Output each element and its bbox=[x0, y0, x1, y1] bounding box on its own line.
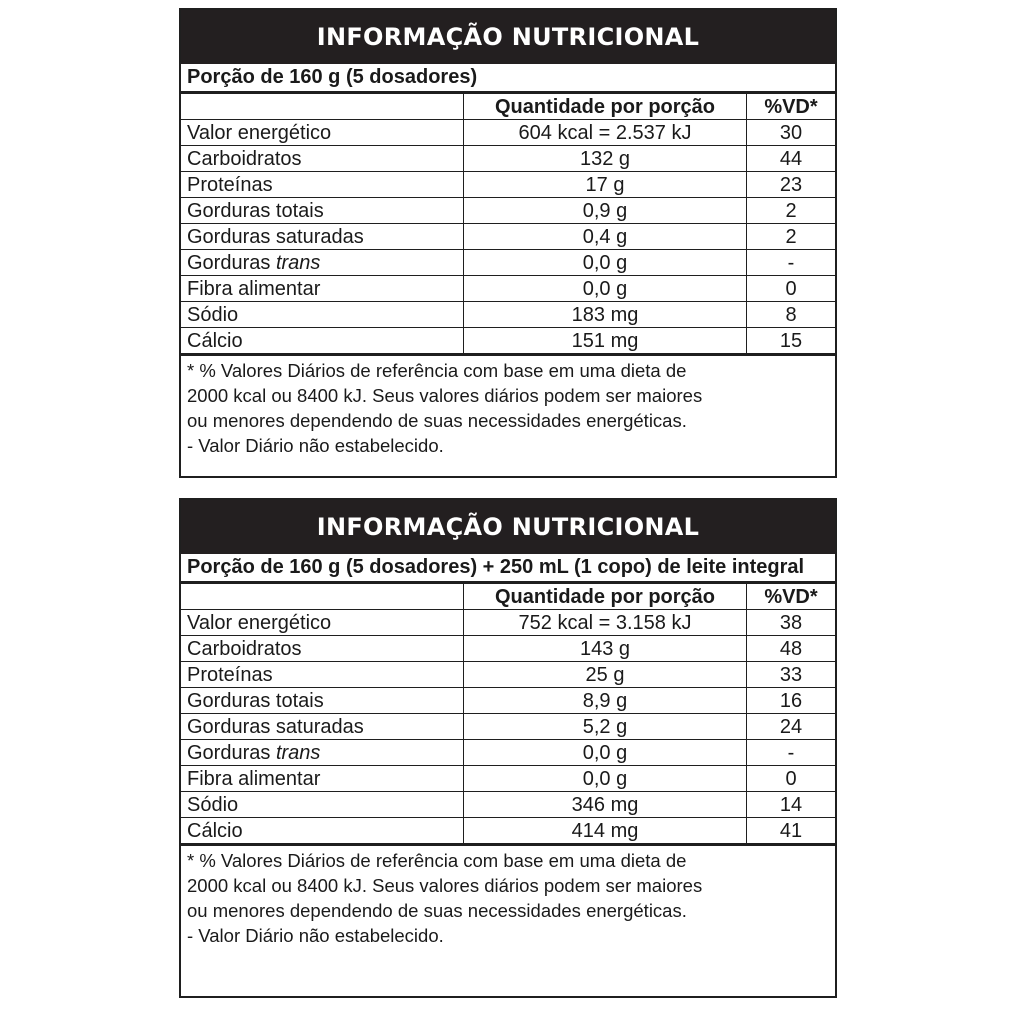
nutrient-vd: - bbox=[747, 740, 836, 766]
nutrient-name: Sódio bbox=[181, 792, 464, 818]
nutrient-qty: 346 mg bbox=[464, 792, 747, 818]
nutrient-vd: 33 bbox=[747, 662, 836, 688]
nutrient-vd: 38 bbox=[747, 610, 836, 636]
nutrient-vd: 30 bbox=[747, 120, 836, 146]
nutrient-name-prefix: Gorduras bbox=[187, 251, 276, 274]
table-row bbox=[181, 250, 835, 276]
header-row bbox=[181, 94, 835, 120]
nutrient-vd: 23 bbox=[747, 172, 836, 198]
nutrient-name: Cálcio bbox=[181, 818, 464, 844]
table-title: INFORMAÇÃO NUTRICIONAL bbox=[181, 500, 835, 554]
nutrient-name bbox=[181, 250, 464, 276]
nutrient-vd: 0 bbox=[747, 766, 836, 792]
nutrient-qty: 0,0 g bbox=[464, 740, 747, 766]
nutrient-qty: 604 kcal = 2.537 kJ bbox=[464, 120, 747, 146]
nutrient-name: Cálcio bbox=[181, 328, 464, 354]
footnote bbox=[181, 844, 835, 948]
nutrient-name-italic: trans bbox=[275, 741, 321, 764]
table-row bbox=[181, 146, 835, 172]
nutrient-qty: 0,9 g bbox=[464, 198, 747, 224]
footnote-line: ou menores dependendo de suas necessidades energéticas. bbox=[187, 410, 687, 431]
header-row bbox=[181, 584, 835, 610]
table-row bbox=[181, 172, 835, 198]
nutrient-vd: - bbox=[747, 250, 836, 276]
nutrient-name: Valor energético bbox=[181, 610, 464, 636]
nutrient-name: Carboidratos bbox=[181, 636, 464, 662]
table-row bbox=[181, 818, 835, 844]
nutrient-vd: 0 bbox=[747, 276, 836, 302]
nutrient-qty: 0,0 g bbox=[464, 766, 747, 792]
footnote-line: ou menores dependendo de suas necessidades energéticas. bbox=[187, 900, 687, 921]
nutrient-qty: 132 g bbox=[464, 146, 747, 172]
header-quantity: Quantidade por porção bbox=[464, 94, 747, 120]
table-row bbox=[181, 198, 835, 224]
nutrient-qty: 5,2 g bbox=[464, 714, 747, 740]
nutrient-name: Gorduras saturadas bbox=[181, 714, 464, 740]
table-title: INFORMAÇÃO NUTRICIONAL bbox=[181, 10, 835, 64]
footnote-line: - Valor Diário não estabelecido. bbox=[187, 925, 444, 946]
nutrient-qty: 752 kcal = 3.158 kJ bbox=[464, 610, 747, 636]
table-row bbox=[181, 610, 835, 636]
header-blank bbox=[181, 94, 464, 120]
nutrient-name: Gorduras totais bbox=[181, 198, 464, 224]
nutrient-vd: 41 bbox=[747, 818, 836, 844]
nutrient-name: Fibra alimentar bbox=[181, 276, 464, 302]
nutrient-name: Valor energético bbox=[181, 120, 464, 146]
footnote-line: * % Valores Diários de referência com base em uma dieta de bbox=[187, 360, 687, 381]
nutrient-vd: 24 bbox=[747, 714, 836, 740]
nutrient-vd: 48 bbox=[747, 636, 836, 662]
nutrient-name: Gorduras saturadas bbox=[181, 224, 464, 250]
nutrient-table bbox=[181, 93, 835, 354]
table-row bbox=[181, 224, 835, 250]
nutrient-name-prefix: Gorduras bbox=[187, 741, 276, 764]
nutrient-vd: 44 bbox=[747, 146, 836, 172]
nutrition-table-2 bbox=[179, 498, 837, 998]
table-row bbox=[181, 740, 835, 766]
portion-label: Porção de 160 g (5 dosadores) bbox=[181, 64, 835, 93]
nutrient-qty: 0,0 g bbox=[464, 276, 747, 302]
nutrition-table-1 bbox=[179, 8, 837, 478]
footnote-line: 2000 kcal ou 8400 kJ. Seus valores diários podem ser maiores bbox=[187, 875, 703, 896]
table-row bbox=[181, 328, 835, 354]
nutrient-name: Fibra alimentar bbox=[181, 766, 464, 792]
nutrient-qty: 143 g bbox=[464, 636, 747, 662]
footnote-line: 2000 kcal ou 8400 kJ. Seus valores diários podem ser maiores bbox=[187, 385, 703, 406]
nutrient-name: Proteínas bbox=[181, 172, 464, 198]
nutrient-qty: 183 mg bbox=[464, 302, 747, 328]
nutrient-vd: 14 bbox=[747, 792, 836, 818]
table-row bbox=[181, 714, 835, 740]
header-vd: %VD* bbox=[747, 584, 836, 610]
table-row bbox=[181, 688, 835, 714]
nutrient-name: Sódio bbox=[181, 302, 464, 328]
nutrient-name: Proteínas bbox=[181, 662, 464, 688]
table-row bbox=[181, 120, 835, 146]
nutrient-qty: 0,0 g bbox=[464, 250, 747, 276]
header-vd: %VD* bbox=[747, 94, 836, 120]
nutrient-vd: 2 bbox=[747, 224, 836, 250]
nutrient-vd: 2 bbox=[747, 198, 836, 224]
nutrient-name: Gorduras totais bbox=[181, 688, 464, 714]
nutrient-name bbox=[181, 740, 464, 766]
nutrient-qty: 25 g bbox=[464, 662, 747, 688]
header-quantity: Quantidade por porção bbox=[464, 584, 747, 610]
table-row bbox=[181, 276, 835, 302]
table-row bbox=[181, 636, 835, 662]
nutrient-vd: 16 bbox=[747, 688, 836, 714]
footnote bbox=[181, 354, 835, 458]
nutrient-name: Carboidratos bbox=[181, 146, 464, 172]
nutrient-table bbox=[181, 583, 835, 844]
nutrient-qty: 17 g bbox=[464, 172, 747, 198]
nutrient-qty: 414 mg bbox=[464, 818, 747, 844]
header-blank bbox=[181, 584, 464, 610]
footnote-line: * % Valores Diários de referência com base em uma dieta de bbox=[187, 850, 687, 871]
nutrient-vd: 8 bbox=[747, 302, 836, 328]
table-row bbox=[181, 792, 835, 818]
nutrient-qty: 0,4 g bbox=[464, 224, 747, 250]
table-row bbox=[181, 662, 835, 688]
nutrient-qty: 151 mg bbox=[464, 328, 747, 354]
portion-label: Porção de 160 g (5 dosadores) + 250 mL (1 copo) de leite integral bbox=[181, 554, 835, 583]
nutrient-qty: 8,9 g bbox=[464, 688, 747, 714]
footnote-line: - Valor Diário não estabelecido. bbox=[187, 435, 444, 456]
nutrient-name-italic: trans bbox=[275, 251, 321, 274]
table-row bbox=[181, 766, 835, 792]
table-row bbox=[181, 302, 835, 328]
nutrient-vd: 15 bbox=[747, 328, 836, 354]
